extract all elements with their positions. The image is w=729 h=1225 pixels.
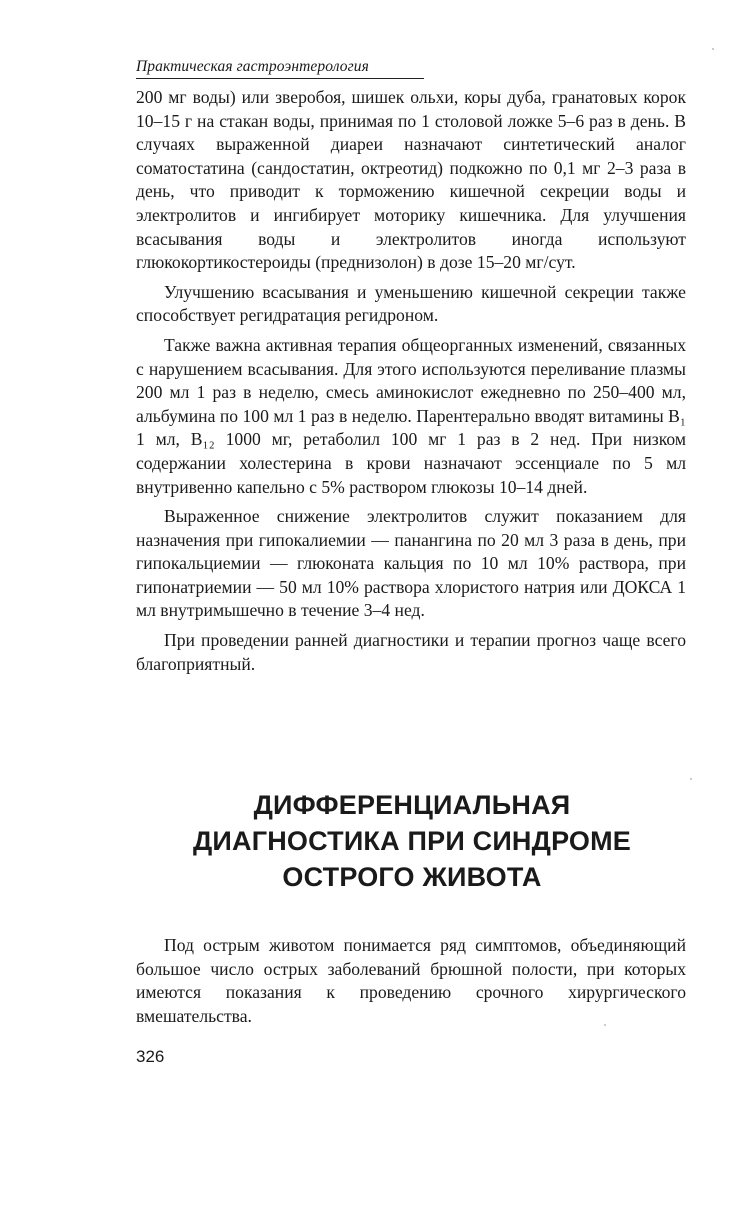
running-header: [136, 58, 424, 79]
scan-speck: [604, 1024, 606, 1026]
section-heading-line: ДИФФЕРЕНЦИАЛЬНАЯ: [253, 790, 571, 820]
scan-speck: [712, 48, 714, 50]
section-intro-paragraph: Под острым животом понимается ряд симптомов, объединяющий большое число острых заболеваний брюшной полости, при которых имеются показания к проведению срочного хирургического вмешательства.: [136, 935, 686, 1026]
section-heading-line: ОСТРОГО ЖИВОТА: [282, 862, 542, 892]
scan-speck: [690, 778, 692, 780]
paragraph-continuation: 200 мг воды) или зверобоя, шишек ольхи, коры дуба, гранатовых корок 10–15 г на стакан воды, принимая по 1 столовой ложке 5–6 раз в день. В случаях выраженной диареи назначают синтетический аналог соматостатина (сандостатин, октреотид) подкожно по 0,1 мг 2–3 раза в день, что приводит к торможению кишечной секреции воды и электролитов и ингибирует моторику кишечника. Для улучшения всасывания воды и электролитов иногда используют глюкокортикостероиды (преднизолон) в дозе 15–20 мг/сут.: [136, 87, 686, 273]
paragraph: Также важна активная терапия общеорганных изменений, связанных с нарушением всасывания. Для этого используются переливание плазмы 200 мл 1 раз в неделю, смесь аминокислот ежедневно по 250–400 мл, альбумина по 100 мл 1 раз в неделю. Парентерально вводят витамины B₁ 1 мл, B₁₂ 1000 мг, ретаболил 100 мг 1 раз в 2 нед. При низком содержании холестерина в крови назначают эссенциале по 5 мл внутривенно капельно с 5% раствором глюкозы 10–14 дней.: [136, 334, 686, 497]
running-header-title: Практическая гастроэнтерология: [136, 58, 369, 75]
paragraph: Выраженное снижение электролитов служит показанием для назначения при гипокалиемии — панангина по 20 мл 3 раза в день, при гипокальциемии — глюконата кальция по 10 мл 10% раствора, при гипонатриемии — 50 мл 10% раствора хлористого натрия или ДОКСА 1 мл внутримышечно в течение 3–4 нед.: [136, 506, 686, 621]
page-number: 326: [136, 1047, 165, 1066]
paragraph: При проведении ранней диагностики и терапии прогноз чаще всего благоприятный.: [136, 630, 686, 674]
section-intro: [136, 934, 686, 1028]
paragraph: Улучшению всасывания и уменьшению кишечной секреции также способствует регидратация регидроном.: [136, 281, 686, 326]
section-heading-line: ДИАГНОСТИКА ПРИ СИНДРОМЕ: [192, 826, 632, 856]
body-text: [136, 86, 686, 676]
section-heading: [136, 787, 688, 895]
